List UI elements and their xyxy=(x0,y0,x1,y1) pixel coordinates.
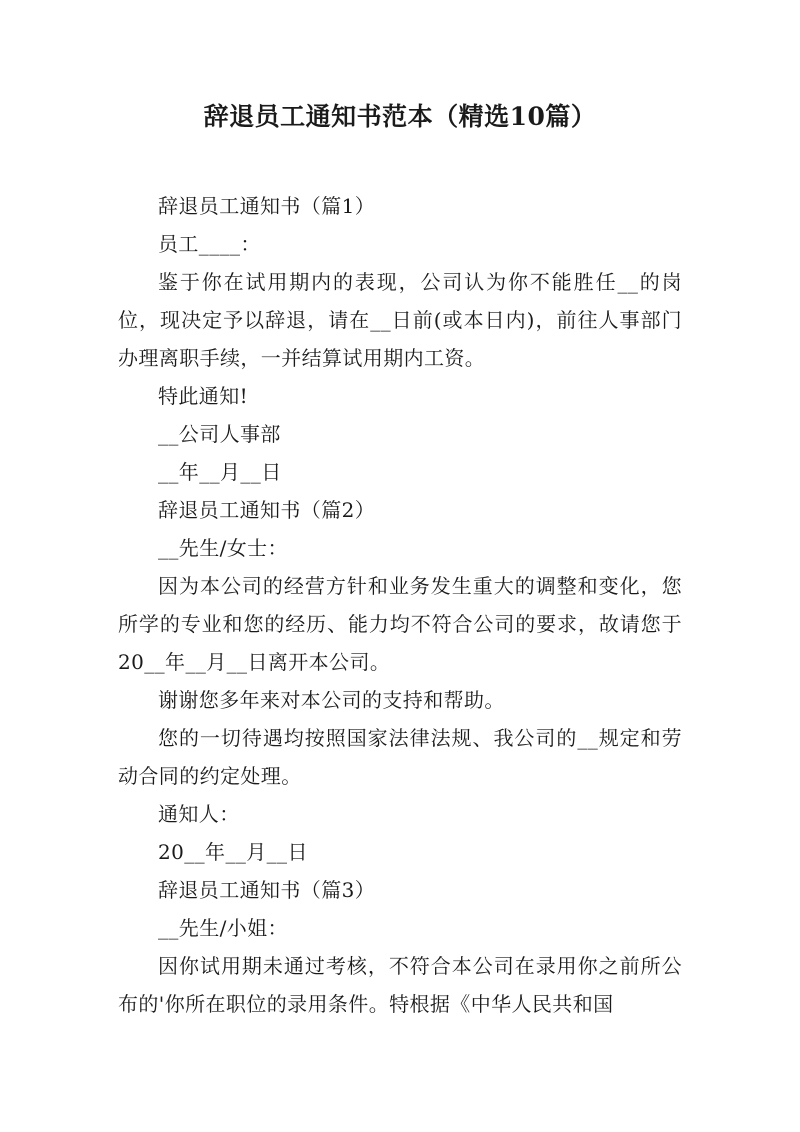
section-heading: 辞退员工通知书（篇2） xyxy=(158,498,376,522)
signature-line: __公司人事部 xyxy=(158,422,281,446)
salutation: __先生/小姐： xyxy=(158,916,288,940)
body-paragraph: 您的一切待遇均按照国家法律法规、我公司的__规定和劳动合同的约定处理。 xyxy=(118,726,682,788)
document-title: 辞退员工通知书范本（精选10篇） xyxy=(203,102,597,131)
body-paragraph: 因为本公司的经营方针和业务发生重大的调整和变化，您所学的专业和您的经历、能力均不符合公司的要求，故请您于20__年__月__日离开本公司。 xyxy=(118,574,682,674)
signature-line: 通知人： xyxy=(158,802,240,826)
closing-line: 特此通知! xyxy=(158,384,249,408)
document-body xyxy=(118,187,682,1023)
body-paragraph: 因你试用期未通过考核，不符合本公司在录用你之前所公布的'你所在职位的录用条件。特根据《中华人民共和国 xyxy=(118,954,682,1016)
section-heading: 辞退员工通知书（篇1） xyxy=(158,194,376,218)
section-heading: 辞退员工通知书（篇3） xyxy=(158,878,376,902)
date-line: 20__年__月__日 xyxy=(158,840,308,864)
salutation: 员工____： xyxy=(158,232,261,256)
date-line: __年__月__日 xyxy=(158,460,282,484)
body-paragraph: 谢谢您多年来对本公司的支持和帮助。 xyxy=(158,688,505,712)
salutation: __先生/女士： xyxy=(158,536,288,560)
body-paragraph: 鉴于你在试用期内的表现，公司认为你不能胜任__的岗位，现决定予以辞退，请在__日前(或本日内)，前往人事部门办理离职手续，一并结算试用期内工资。 xyxy=(118,270,682,370)
